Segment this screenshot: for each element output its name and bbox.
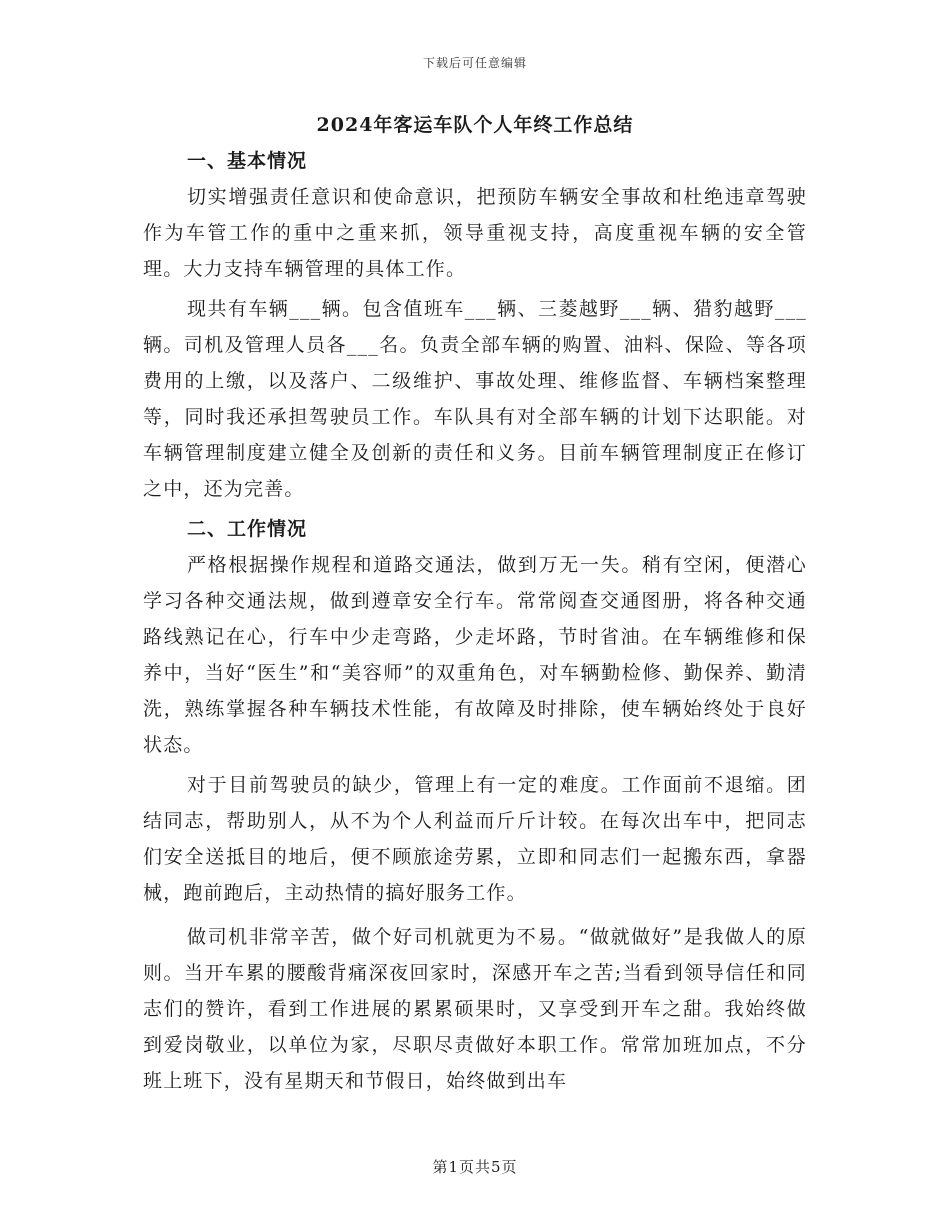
paragraph: 现共有车辆___辆。包含值班车___辆、三菱越野___辆、猎豹越野___辆。司机及管理人员各___名。负责全部车辆的购置、油料、保险、等各项费用的上缴，以及落户、二级维护、事故处理、维修监督、车辆档案整理等，同时我还承担驾驶员工作。车队具有对全部车辆的计划下达职能。对车辆管理制度建立健全及创新的责任和义务。目前车辆管理制度正在修订之中，还为完善。 [143, 298, 807, 500]
paragraph: 对于目前驾驶员的缺少，管理上有一定的难度。工作面前不退缩。团结同志，帮助别人，从不为个人利益而斤斤计较。在每次出车中，把同志们安全送抵目的地后，便不顾旅途劳累，立即和同志们一起搬东西，拿器械，跑前跑后，主动热情的搞好服务工作。 [143, 774, 807, 904]
page-header: 下载后可任意编辑 [422, 56, 527, 70]
paragraph: 严格根据操作规程和道路交通法，做到万无一失。稍有空闲，便潜心学习各种交通法规，做到遵章安全行车。常常阅查交通图册，将各种交通路线熟记在心，行车中少走弯路，少走坏路，节时省油。在车辆维修和保养中，当好“医生”和“美容师”的双重角色，对车辆勤检修、勤保养、勤清洗，熟练掌握各种车辆技术性能，有故障及时排除，使车辆始终处于良好状态。 [143, 554, 807, 756]
document-title: 2024年客运车队个人年终工作总结 [316, 114, 634, 136]
section-heading-work: 二、工作情况 [187, 518, 308, 540]
paragraph: 做司机非常辛苦，做个好司机就更为不易。“做就做好”是我做人的原则。当开车累的腰酸背痛深夜回家时，深感开车之苦;当看到领导信任和同志们的赞许，看到工作进展的累累硕果时，又享受到开车之甜。我始终做到爱岗敬业，以单位为家，尽职尽责做好本职工作。常常加班加点，不分班上班下，没有星期天和节假日，始终做到出车 [143, 926, 807, 1092]
page-footer: 第1页共5页 [432, 1158, 518, 1176]
paragraph: 切实增强责任意识和使命意识，把预防车辆安全事故和杜绝违章驾驶作为车管工作的重中之重来抓，领导重视支持，高度重视车辆的安全管理。大力支持车辆管理的具体工作。 [143, 186, 807, 280]
document-body [143, 110, 807, 1099]
section-heading-basic: 一、基本情况 [187, 150, 308, 172]
